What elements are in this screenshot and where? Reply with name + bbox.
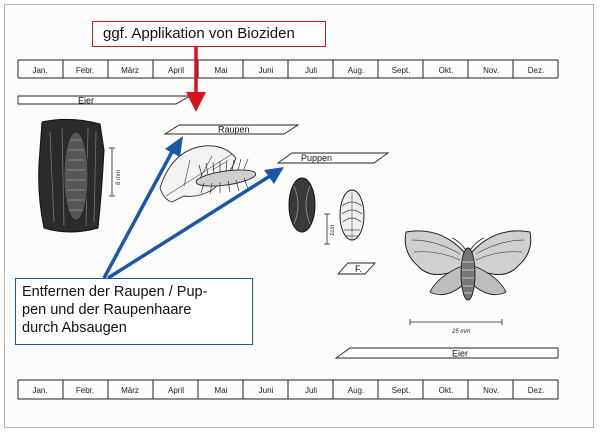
moth-scale-bar xyxy=(410,319,502,335)
stage-bar-falter xyxy=(338,263,375,274)
pupa-icon xyxy=(289,178,364,240)
month-label: Aug. xyxy=(347,386,365,395)
month-label: Dez. xyxy=(527,386,545,395)
month-label: April xyxy=(167,386,185,395)
stage-bar-raupen xyxy=(165,125,298,135)
egg-mass-on-bark-icon xyxy=(39,119,104,232)
biocide-callout: ggf. Applikation von Bioziden xyxy=(92,21,326,47)
scale-label: 1cm xyxy=(330,224,336,236)
vacuum-removal-callout xyxy=(15,278,253,345)
stage-label: Puppen xyxy=(301,153,333,163)
scale-label: 25 mm xyxy=(452,329,471,335)
month-label: Okt. xyxy=(438,66,454,75)
callout-line: durch Absaugen xyxy=(22,320,127,336)
month-label: März xyxy=(121,386,139,395)
month-label: Juli xyxy=(304,386,318,395)
callout-line: pen und der Raupenhaare xyxy=(22,302,192,318)
month-label: Okt. xyxy=(438,386,454,395)
month-label: April xyxy=(167,66,185,75)
month-label: Sept. xyxy=(391,66,411,75)
month-label: Dez. xyxy=(527,66,545,75)
month-label: Febr. xyxy=(75,386,95,395)
month-label: Mai xyxy=(214,66,228,75)
red-arrow xyxy=(186,47,206,112)
timeline-top xyxy=(18,60,558,78)
month-label: Nov. xyxy=(483,386,499,395)
timeline-bottom xyxy=(18,380,558,399)
stage-label: Eier xyxy=(78,95,95,106)
stage-bar-eier-bottom xyxy=(336,348,558,359)
stage-label: Eier xyxy=(452,348,469,359)
stage-bar-eier-top xyxy=(18,96,190,106)
month-label: Jan. xyxy=(32,66,48,75)
month-label: Aug. xyxy=(347,66,365,75)
stage-label: Raupen xyxy=(218,124,250,135)
month-label: Juni xyxy=(258,386,274,395)
stage-label: F. xyxy=(355,264,363,274)
pupa-scale-bar xyxy=(324,214,336,244)
stage-bar-puppen xyxy=(278,153,388,163)
month-label: Sept. xyxy=(391,386,411,395)
month-label: Juni xyxy=(258,66,274,75)
month-label: März xyxy=(121,66,139,75)
month-label: Febr. xyxy=(75,66,95,75)
callout-line: Entfernen der Raupen / Pup- xyxy=(22,284,208,300)
month-label: Juli xyxy=(304,66,318,75)
month-label: Jan. xyxy=(32,386,48,395)
scale-label: 6 mm xyxy=(116,170,122,185)
egg-scale-bar xyxy=(109,148,122,196)
month-label: Mai xyxy=(214,386,228,395)
moth-icon xyxy=(405,231,531,300)
month-label: Nov. xyxy=(483,66,499,75)
